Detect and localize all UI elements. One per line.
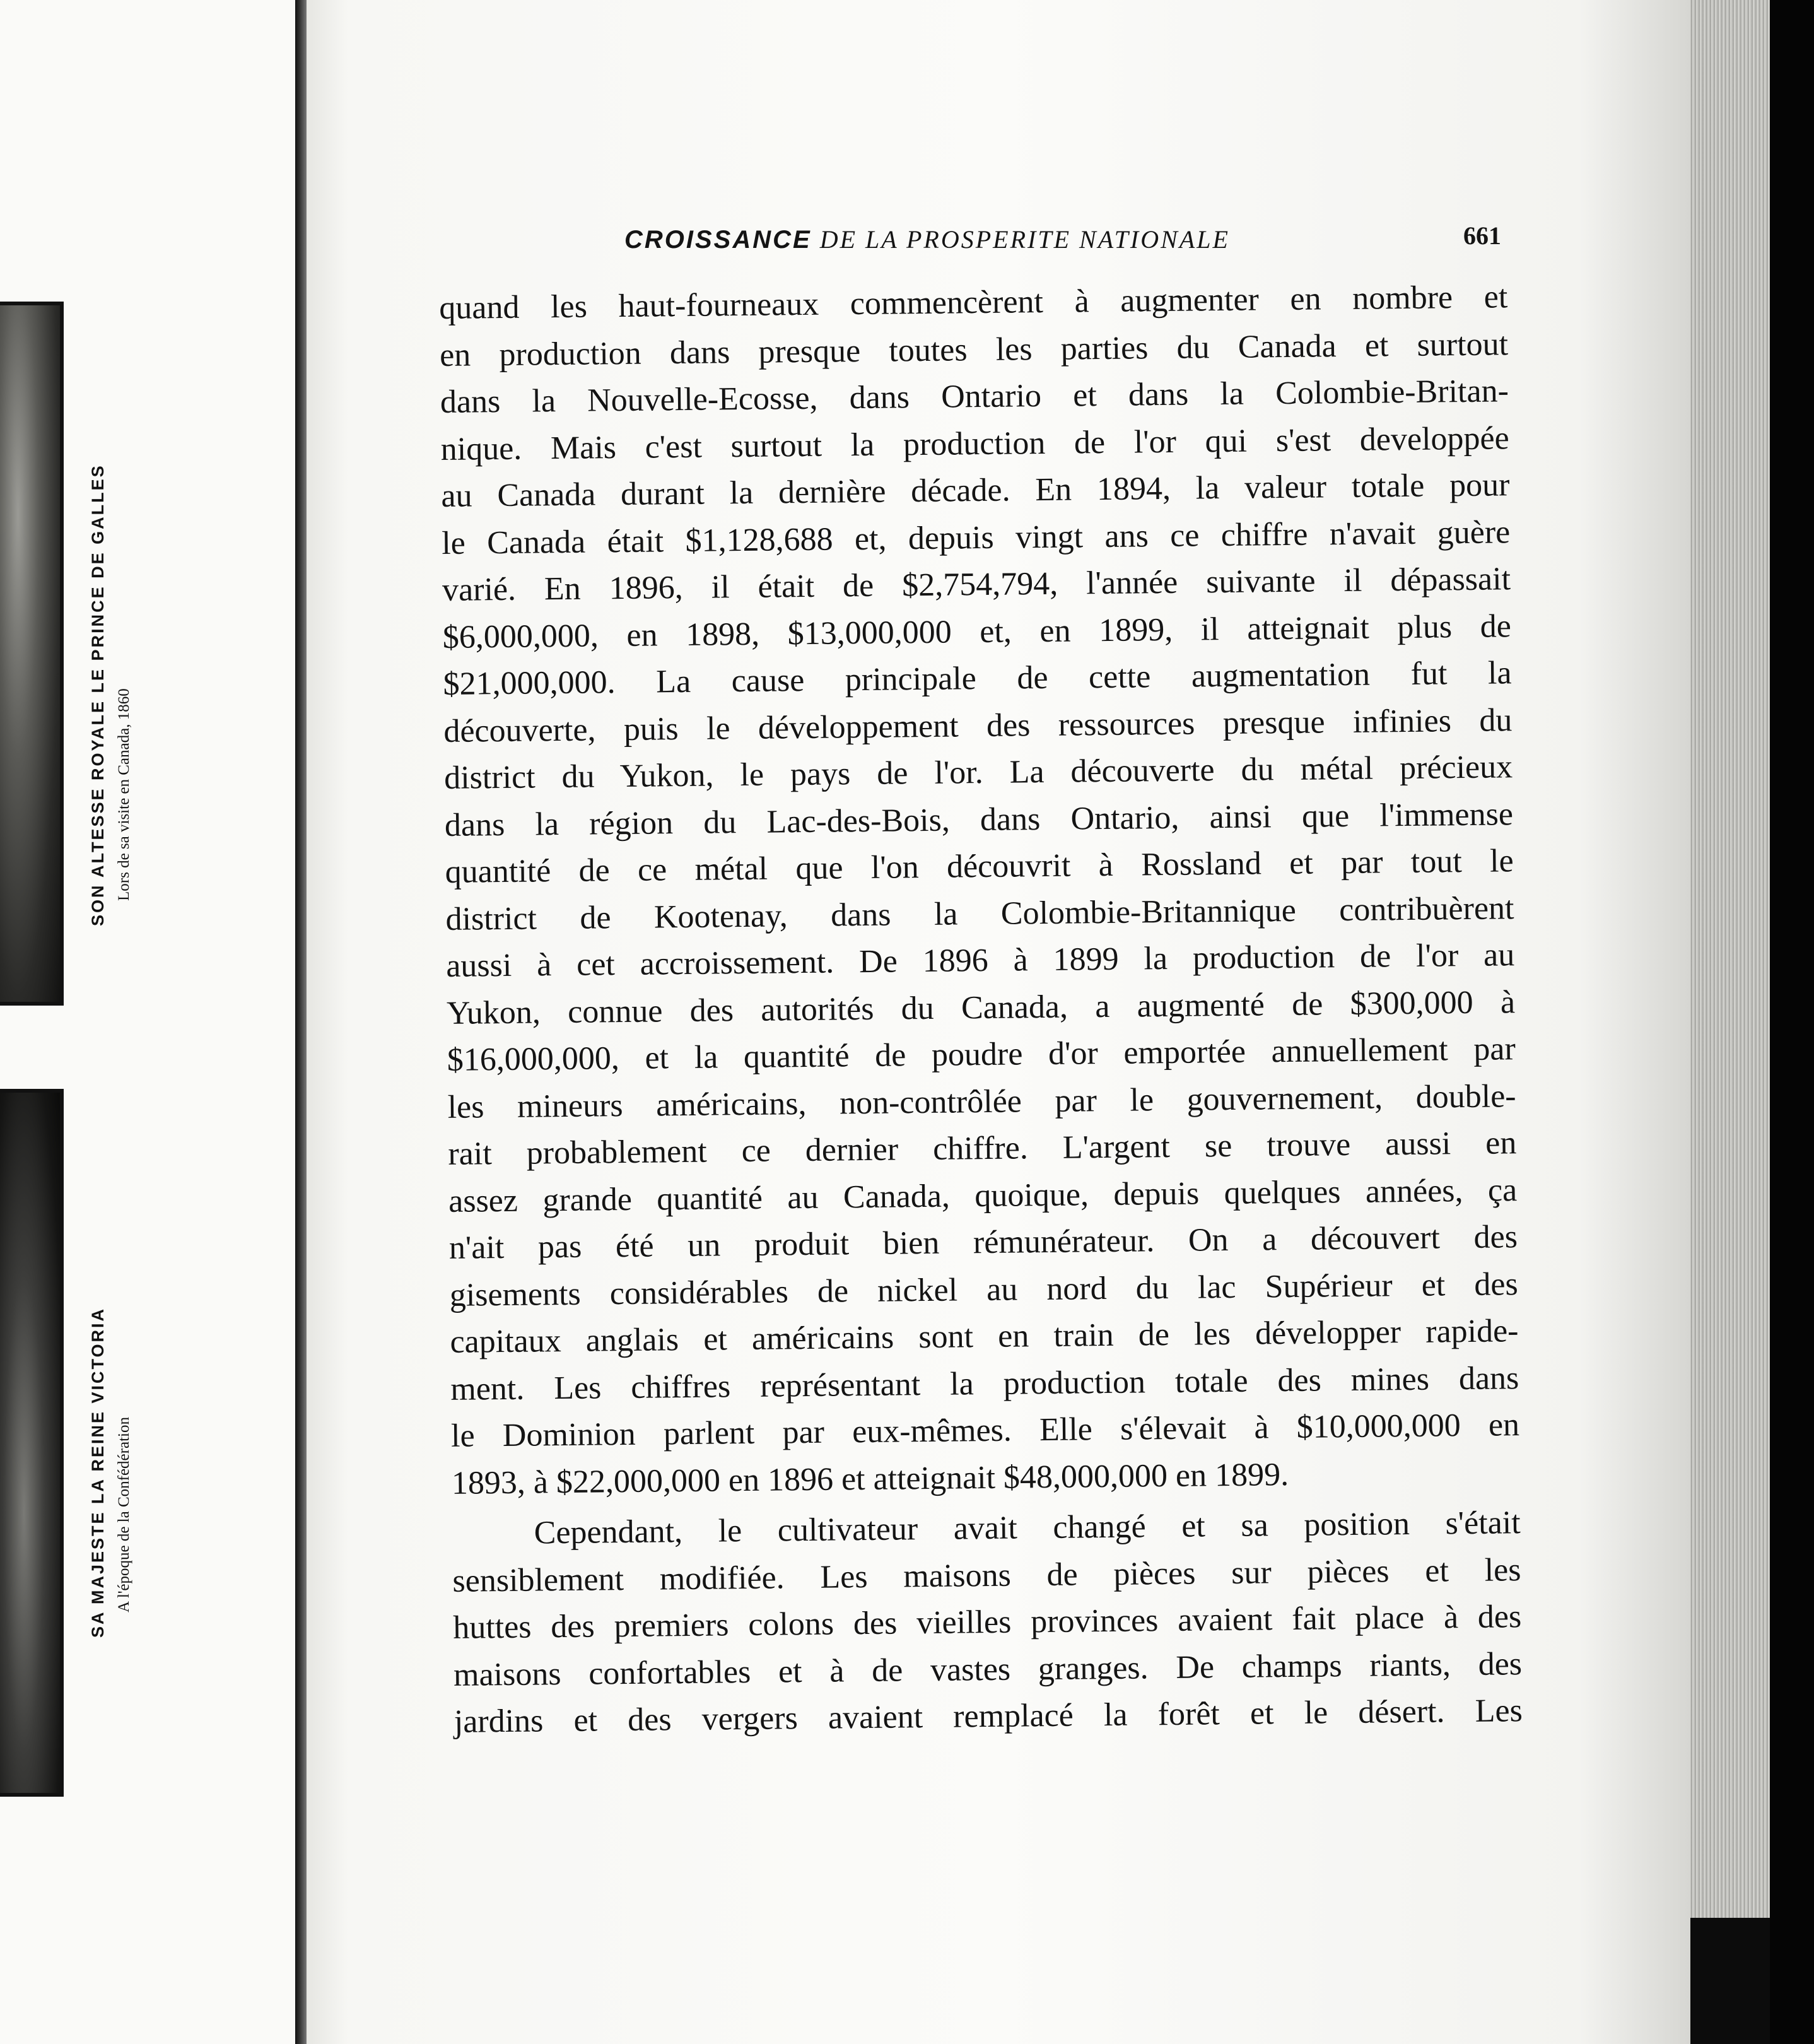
text-line: maisons confortables et à de vastes granges. De champs riants, des [453, 1645, 1523, 1693]
text-line: jardins et des vergers avaient remplacé la forêt et le désert. Les [454, 1693, 1523, 1740]
text-line: capitaux anglais et américains sont en train de les développer rapide- [450, 1313, 1519, 1360]
text-line: huttes des premiers colons des vieilles provinces avaient fait place à des [452, 1599, 1522, 1646]
text-line: $16,000,000, et la quantité de poudre d'or emportée annuellement par [447, 1031, 1516, 1078]
text-line: assez grande quantité au Canada, quoique, depuis quelques années, ça [448, 1172, 1518, 1219]
caption-queen-victoria [88, 1307, 133, 1638]
text-line: au Canada durant la dernière décade. En 1894, la valeur totale pour [441, 467, 1510, 514]
caption-title: SON ALTESSE ROYALE LE PRINCE DE GALLES [88, 464, 107, 926]
caption-title: SA MAJESTE LA REINE VICTORIA [88, 1307, 107, 1638]
text-line: Cependant, le cultivateur avait changé et sa position s'était [534, 1505, 1521, 1551]
text-line: sensiblement modifiée. Les maisons de pièces sur pièces et les [452, 1551, 1521, 1599]
text-line: district du Yukon, le pays de l'or. La découverte du métal précieux [443, 749, 1513, 796]
paragraph [439, 274, 1520, 1507]
text-line: quand les haut-fourneaux commencèrent à augmenter en nombre et [439, 279, 1508, 326]
facing-plate-page [0, 0, 295, 2044]
text-line: dans la Nouvelle-Ecosse, dans Ontario et dans la Colombie-Britan- [440, 373, 1509, 420]
binding-gutter [295, 0, 307, 2044]
text-line: 1893, à $22,000,000 en 1896 et atteignait $48,000,000 en 1899. [451, 1456, 1289, 1501]
book-cover-edge [1770, 0, 1814, 2044]
text-line: les mineurs américains, non-contrôlée par le gouvernement, double- [447, 1078, 1516, 1125]
text-line: $6,000,000, en 1898, $13,000,000 et, en 1899, il atteignait plus de [442, 608, 1512, 655]
portrait-photo-queen [0, 1089, 64, 1797]
running-head-rest: DE LA PROSPERITE NATIONALE [811, 225, 1230, 254]
text-line: rait probablement ce dernier chiffre. L'argent se trouve aussi en [448, 1125, 1517, 1172]
caption-prince-of-wales [88, 464, 133, 926]
page-number: 661 [1463, 221, 1501, 250]
text-line: n'ait pas été un produit bien rémunérateur. On a découvert des [448, 1219, 1518, 1266]
running-head [624, 225, 1230, 254]
text-line: varié. En 1896, il était de $2,754,794, l'année suivante il dépassait [442, 561, 1511, 608]
caption-subtitle: Lors de sa visite en Canada, 1860 [115, 688, 132, 901]
running-head-first-word: CROISSANCE [624, 226, 812, 254]
text-line: district de Kootenay, dans la Colombie-Britannique contribuèrent [445, 890, 1514, 937]
body-text [439, 274, 1523, 1746]
page-edges-shadow [1690, 1918, 1770, 2044]
text-line: le Canada était $1,128,688 et, depuis vingt ans ce chiffre n'avait guère [441, 514, 1511, 561]
text-line: nique. Mais c'est surtout la production de l'or qui s'est developpée [440, 420, 1509, 467]
page-edges [1690, 0, 1770, 1918]
text-line: $21,000,000. La cause principale de cette augmentation fut la [443, 655, 1512, 702]
caption-subtitle: A l'époque de la Confédération [115, 1417, 132, 1612]
text-line: Yukon, connue des autorités du Canada, a augmenté de $300,000 à [446, 984, 1516, 1031]
text-line: dans la région du Lac-des-Bois, dans Ontario, ainsi que l'immense [444, 796, 1514, 843]
portrait-photo-prince [0, 302, 64, 1006]
text-line: découverte, puis le développement des ressources presque infinies du [443, 702, 1513, 749]
text-line: en production dans presque toutes les parties du Canada et surtout [439, 326, 1509, 373]
text-line: ment. Les chiffres représentant la production totale des mines dans [450, 1360, 1519, 1407]
paragraph [452, 1500, 1523, 1746]
text-line: aussi à cet accroissement. De 1896 à 1899 la production de l'or au [446, 937, 1515, 984]
text-line: le Dominion parlent par eux-mêmes. Elle s'élevait à $10,000,000 en [450, 1407, 1520, 1454]
text-line: quantité de ce métal que l'on découvrit à Rossland et par tout le [445, 843, 1514, 890]
page-header [624, 218, 1514, 262]
text-line: gisements considérables de nickel au nord du lac Supérieur et des [449, 1266, 1518, 1313]
